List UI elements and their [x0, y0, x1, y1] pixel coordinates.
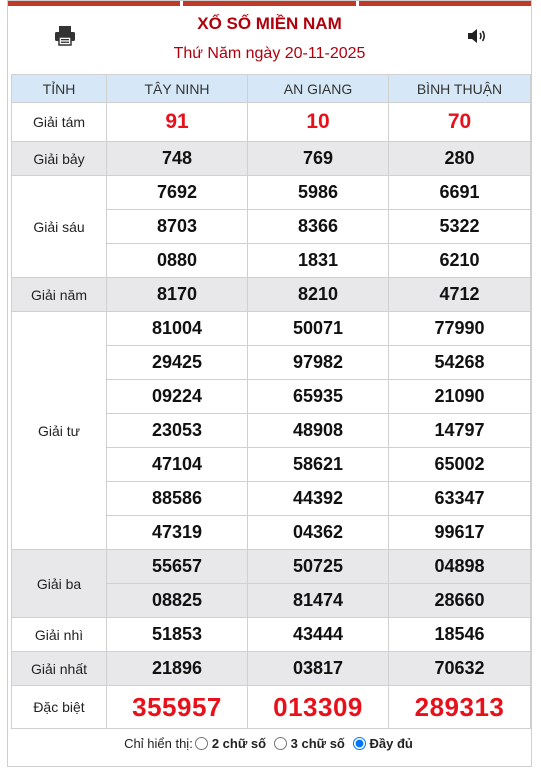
prize-value: 8210: [248, 278, 389, 312]
prize-value: 769: [248, 142, 389, 176]
prize-value: 09224: [107, 380, 248, 414]
prize-value: 47104: [107, 448, 248, 482]
prize-value: 0880: [107, 244, 248, 278]
results-table: [11, 74, 531, 729]
prize-row-g8: [12, 103, 531, 142]
prize-value: 70: [389, 103, 531, 142]
prize-value: 08825: [107, 584, 248, 618]
radio-3-digits[interactable]: [274, 737, 287, 750]
prize-name: Giải tám: [12, 103, 107, 142]
prize-row-g4: [12, 312, 531, 346]
prize-name: Giải ba: [12, 550, 107, 618]
prize-value: 43444: [248, 618, 389, 652]
page-title: XỔ SỐ MIỀN NAM: [197, 14, 342, 33]
prize-name: Giải bảy: [12, 142, 107, 176]
prize-value: 77990: [389, 312, 531, 346]
prize-row-special: [12, 686, 531, 729]
prize-value: 280: [389, 142, 531, 176]
prize-row-g5: [12, 278, 531, 312]
prize-value: 29425: [107, 346, 248, 380]
column-header-tay-ninh: TÂY NINH: [107, 75, 248, 103]
prize-row-g3: [12, 550, 531, 584]
prize-value: 50725: [248, 550, 389, 584]
special-prize-value: 013309: [248, 686, 389, 729]
prize-value: 8366: [248, 210, 389, 244]
prize-name: Giải tư: [12, 312, 107, 550]
draw-date: Thứ Năm ngày 20-11-2025: [173, 45, 366, 62]
prize-value: 8703: [107, 210, 248, 244]
prize-value: 18546: [389, 618, 531, 652]
radio-3-digits-label[interactable]: 3 chữ số: [290, 736, 345, 751]
speaker-icon[interactable]: [466, 26, 488, 46]
prize-value: 81004: [107, 312, 248, 346]
prize-name: Giải nhì: [12, 618, 107, 652]
prize-value: 54268: [389, 346, 531, 380]
column-header-province: TỈNH: [12, 75, 107, 103]
prize-value: 04898: [389, 550, 531, 584]
prize-name: Giải sáu: [12, 176, 107, 278]
prize-name: Giải năm: [12, 278, 107, 312]
prize-name: Giải nhất: [12, 652, 107, 686]
results-header: [8, 6, 531, 74]
table-header-row: [12, 75, 531, 103]
prize-value: 748: [107, 142, 248, 176]
prize-value: 58621: [248, 448, 389, 482]
prize-value: 63347: [389, 482, 531, 516]
prize-value: 5322: [389, 210, 531, 244]
prize-row-g2: [12, 618, 531, 652]
display-filter: [8, 736, 531, 751]
prize-value: 48908: [248, 414, 389, 448]
prize-value: 21896: [107, 652, 248, 686]
column-header-an-giang: AN GIANG: [248, 75, 389, 103]
prize-value: 04362: [248, 516, 389, 550]
prize-value: 88586: [107, 482, 248, 516]
prize-value: 6691: [389, 176, 531, 210]
radio-full-label[interactable]: Đầy đủ: [369, 736, 413, 751]
prize-value: 7692: [107, 176, 248, 210]
prize-row-g1: [12, 652, 531, 686]
radio-2-digits-label[interactable]: 2 chữ số: [211, 736, 267, 751]
prize-value: 8170: [107, 278, 248, 312]
prize-value: 5986: [248, 176, 389, 210]
prize-value: 65002: [389, 448, 531, 482]
prize-value: 23053: [107, 414, 248, 448]
prize-value: 44392: [248, 482, 389, 516]
prize-value: 50071: [248, 312, 389, 346]
prize-value: 97982: [248, 346, 389, 380]
prize-value: 47319: [107, 516, 248, 550]
prize-value: 6210: [389, 244, 531, 278]
prize-value: 55657: [107, 550, 248, 584]
special-prize-value: 289313: [389, 686, 531, 729]
column-header-binh-thuan: BÌNH THUẬN: [389, 75, 531, 103]
prize-value: 91: [107, 103, 248, 142]
prize-row-g6: [12, 176, 531, 210]
results-panel: [7, 0, 532, 767]
prize-value: 51853: [107, 618, 248, 652]
prize-value: 28660: [389, 584, 531, 618]
prize-name: Đặc biệt: [12, 686, 107, 729]
radio-full[interactable]: [353, 737, 366, 750]
prize-value: 1831: [248, 244, 389, 278]
prize-value: 14797: [389, 414, 531, 448]
prize-value: 10: [248, 103, 389, 142]
special-prize-value: 355957: [107, 686, 248, 729]
prize-value: 99617: [389, 516, 531, 550]
prize-row-g7: [12, 142, 531, 176]
prize-value: 65935: [248, 380, 389, 414]
prize-value: 70632: [389, 652, 531, 686]
prize-value: 81474: [248, 584, 389, 618]
prize-value: 03817: [248, 652, 389, 686]
prize-value: 4712: [389, 278, 531, 312]
display-filter-label: Chỉ hiển thị:: [124, 736, 193, 751]
radio-2-digits[interactable]: [195, 737, 208, 750]
prize-value: 21090: [389, 380, 531, 414]
